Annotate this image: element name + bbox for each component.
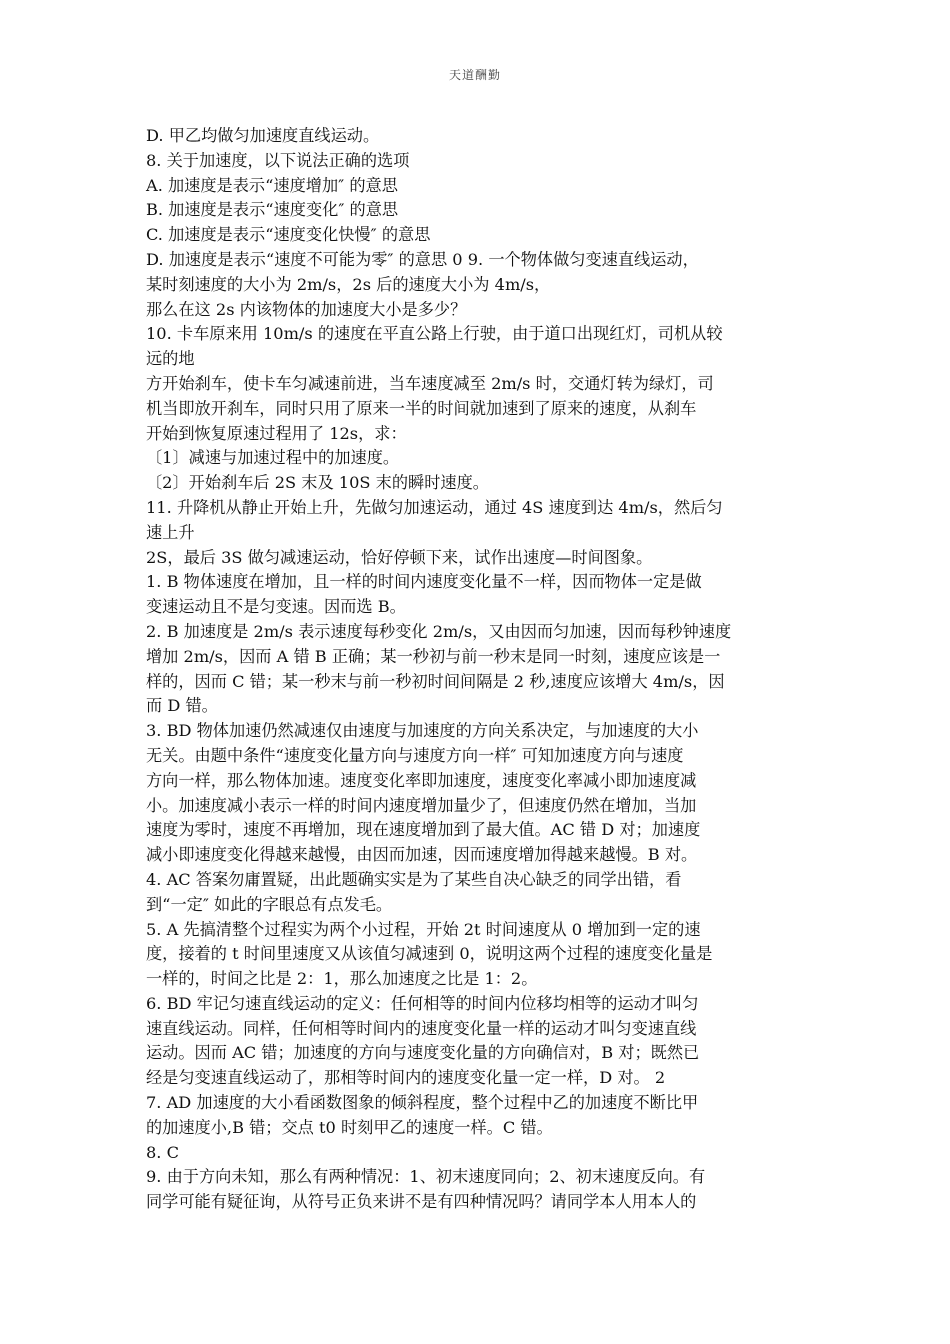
text-line: 1. B 物体速度在增加，且一样的时间内速度变化量不一样，因而物体一定是做 bbox=[146, 572, 702, 592]
text-line: 8. C bbox=[146, 1142, 179, 1162]
text-line: 方向一样，那么物体加速。速度变化率即加速度，速度变化率减小即加速度减 bbox=[146, 770, 697, 790]
text-line: 运动。因而 AC 错；加速度的方向与速度变化量的方向确信对，B 对；既然已 bbox=[146, 1043, 700, 1063]
text-line: 度，接着的 t 时间里速度又从该值匀减速到 0，说明这两个过程的速度变化量是 bbox=[146, 944, 713, 964]
text-line: B. 加速度是表示“速度变化″ 的意思 bbox=[146, 200, 399, 220]
text-line: 方开始刹车，使卡车匀减速前进，当车速度减至 2m/s 时，交通灯转为绿灯，司 bbox=[146, 373, 714, 393]
text-line: 8. 关于加速度，以下说法正确的选项 bbox=[146, 150, 410, 170]
text-line: D. 加速度是表示“速度不可能为零″ 的意思 0 9. 一个物体做匀变速直线运动， bbox=[146, 249, 699, 269]
text-line: 11. 升降机从静止开始上升，先做匀加速运动，通过 4S 速度到达 4m/s，然后匀 bbox=[146, 497, 723, 517]
text-line: 机当即放开刹车，同时只用了原来一半的时间就加速到了原来的速度，从刹车 bbox=[146, 398, 697, 418]
text-line: 远的地 bbox=[146, 349, 195, 369]
text-line: 速上升 bbox=[146, 522, 195, 542]
text-line: 速度为零时，速度不再增加，现在速度增加到了最大值。AC 错 D 对；加速度 bbox=[146, 820, 701, 840]
text-line: 7. AD 加速度的大小看函数图象的倾斜程度，整个过程中乙的加速度不断比甲 bbox=[146, 1093, 699, 1113]
text-line: A. 加速度是表示“速度增加″ 的意思 bbox=[146, 175, 398, 195]
text-line: 同学可能有疑征询，从符号正负来讲不是有四种情况吗？请同学本人用本人的 bbox=[146, 1192, 697, 1212]
text-line: 开始到恢复原速过程用了 12s，求： bbox=[146, 423, 407, 443]
text-line: 到“一定″ 如此的字眼总有点发毛。 bbox=[146, 894, 393, 914]
text-line: 小。加速度减小表示一样的时间内速度增加量少了，但速度仍然在增加，当加 bbox=[146, 795, 697, 815]
text-line: C. 加速度是表示“速度变化快慢″ 的意思 bbox=[146, 225, 431, 245]
text-line: 2S，最后 3S 做匀减速运动，恰好停顿下来，试作出速度—时间图象。 bbox=[146, 547, 653, 567]
text-line: 速直线运动。同样，任何相等时间内的速度变化量一样的运动才叫匀变速直线 bbox=[146, 1018, 697, 1038]
text-line: 6. BD 牢记匀速直线运动的定义：任何相等的时间内位移均相等的运动才叫匀 bbox=[146, 993, 699, 1013]
text-line: 10. 卡车原来用 10m/s 的速度在平直公路上行驶，由于道口出现红灯，司机从较 bbox=[146, 324, 723, 344]
text-line: 3. BD 物体加速仍然减速仅由速度与加速度的方向关系决定，与加速度的大小 bbox=[146, 721, 699, 741]
text-line: 经是匀变速直线运动了，那相等时间内的速度变化量一定一样，D 对。 2 bbox=[146, 1068, 666, 1088]
page-header: 天道酬勤 bbox=[448, 68, 501, 82]
text-line: 的加速度小,B 错；交点 t0 时刻甲乙的速度一样。C 错。 bbox=[146, 1117, 553, 1137]
text-line: 增加 2m/s，因而 A 错 B 正确；某一秒初与前一秒末是同一时刻，速度应该是一 bbox=[146, 646, 721, 666]
text-line: 样的，因而 C 错；某一秒末与前一秒初时间间隔是 2 秒,速度应该增大 4m/s，因 bbox=[146, 671, 725, 691]
text-line: 4. AC 答案勿庸置疑，出此题确实实是为了某些自决心缺乏的同学出错，看 bbox=[146, 869, 682, 889]
text-line: 一样的，时间之比是 2：1，那么加速度之比是 1：2。 bbox=[146, 969, 538, 989]
text-line: 那么在这 2s 内该物体的加速度大小是多少？ bbox=[146, 299, 467, 319]
text-line: 5. A 先搞清整个过程实为两个小过程，开始 2t 时间速度从 0 增加到一定的速 bbox=[146, 919, 701, 939]
text-line: 减小即速度变化得越来越慢，由因而加速，因而速度增加得越来越慢。B 对。 bbox=[146, 845, 698, 865]
text-line: 〔1〕减速与加速过程中的加速度。 bbox=[146, 448, 400, 468]
text-line: D. 甲乙均做匀加速度直线运动。 bbox=[146, 126, 380, 145]
text-line: 9. 由于方向未知，那么有两种情况：1、初末速度同向；2、初末速度反向。有 bbox=[146, 1167, 706, 1187]
text-line: 某时刻速度的大小为 2m/s，2s 后的速度大小为 4m/s， bbox=[146, 274, 551, 294]
text-line: 而 D 错。 bbox=[146, 696, 218, 716]
document-body bbox=[146, 124, 806, 1215]
text-line: 无关。由题中条件“速度变化量方向与速度方向一样″ 可知加速度方向与速度 bbox=[146, 745, 684, 765]
text-line: 〔2〕开始刹车后 2S 末及 10S 末的瞬时速度。 bbox=[146, 473, 489, 493]
text-line: 2. B 加速度是 2m/s 表示速度每秒变化 2m/s，又由因而匀加速，因而每秒钟速度 bbox=[146, 621, 732, 641]
text-line: 变速运动且不是匀变速。因而选 B。 bbox=[146, 597, 406, 617]
